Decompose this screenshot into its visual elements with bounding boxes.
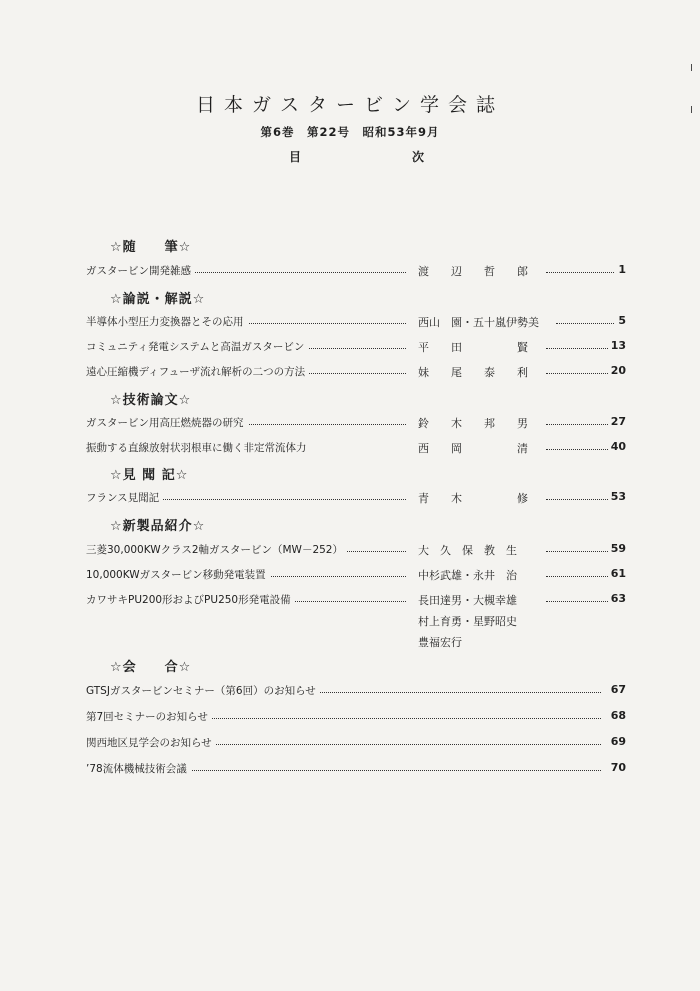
entry-title: ガスタービン開発雑感 xyxy=(86,263,195,278)
entry-author: 中杉武雄・永井 治 xyxy=(418,569,517,582)
entry-title: 半導体小型圧力変換器とその応用 xyxy=(86,314,248,329)
toc-entry xyxy=(86,592,626,610)
toc-entry xyxy=(86,490,626,508)
entry-title: カワサキPU200形およびPU250形発電設備 xyxy=(86,592,295,607)
entry-author-continued: 村上育勇・星野昭史 xyxy=(418,615,517,628)
section-heading-essay: ☆随 筆☆ xyxy=(110,240,192,255)
toc-entry xyxy=(86,364,626,382)
entry-author: 西 岡 清 xyxy=(418,442,528,455)
toc-entry xyxy=(86,542,626,560)
entry-page: 67 xyxy=(608,683,626,696)
toc-entry xyxy=(86,415,626,433)
binding-edge-mark: I xyxy=(690,63,693,74)
journal-title: 日本ガスタービン学会誌 xyxy=(195,94,504,116)
entry-page: 13 xyxy=(608,339,626,352)
entry-page: 53 xyxy=(608,490,626,503)
entry-author: 渡 辺 哲 郎 xyxy=(418,265,528,278)
toc-entry xyxy=(86,263,626,281)
binding-edge-mark: I xyxy=(690,105,693,116)
entry-page: 59 xyxy=(608,542,626,555)
entry-title: フランス見聞記 xyxy=(86,490,163,505)
entry-author: 妹 尾 泰 利 xyxy=(418,366,528,379)
entry-title: 振動する直線放射状羽根車に働く非定常流体力 xyxy=(86,440,311,455)
entry-title: ’78流体機械技術会議 xyxy=(86,761,191,776)
entry-title: 第7回セミナーのお知らせ xyxy=(86,709,212,724)
section-heading-review: ☆論説・解説☆ xyxy=(110,292,206,307)
issue-line: 第6巻 第22号 昭和53年9月 xyxy=(260,125,440,139)
entry-author: 西山 園・五十嵐伊勢美 xyxy=(418,316,539,329)
entry-author: 平 田 賢 xyxy=(418,341,528,354)
entry-page: 63 xyxy=(608,592,626,605)
entry-author: 長田達男・大槻幸雄 xyxy=(418,594,517,607)
toc-entry xyxy=(86,339,626,357)
entry-page: 27 xyxy=(608,415,626,428)
contents-heading-left: 目 xyxy=(289,150,302,164)
entry-title: ガスタービン用高圧燃焼器の研究 xyxy=(86,415,248,430)
toc-entry xyxy=(86,567,626,585)
dot-leader xyxy=(546,272,626,273)
entry-author-continued: 豊福宏行 xyxy=(418,636,462,649)
section-heading-new-products: ☆新製品紹介☆ xyxy=(110,519,206,534)
toc-entry xyxy=(86,709,626,727)
toc-entry xyxy=(86,314,626,332)
entry-title: コミュニティ発電システムと高温ガスタービン xyxy=(86,339,308,354)
entry-title: 関西地区見学会のお知らせ xyxy=(86,735,216,750)
toc-entry xyxy=(86,735,626,753)
entry-page: 61 xyxy=(608,567,626,580)
entry-title: 三菱30,000KWクラス2軸ガスタービン（MW－252） xyxy=(86,542,347,557)
entry-title: 遠心圧縮機ディフューザ流れ解析の二つの方法 xyxy=(86,364,309,379)
toc-entry xyxy=(86,440,626,458)
entry-author: 大 久 保 教 生 xyxy=(418,544,517,557)
entry-page: 20 xyxy=(608,364,626,377)
toc-entry xyxy=(86,683,626,701)
section-heading-meetings: ☆会 合☆ xyxy=(110,660,192,675)
toc-entry xyxy=(86,761,626,779)
entry-title: 10,000KWガスタービン移動発電装置 xyxy=(86,567,270,582)
entry-page: 5 xyxy=(615,314,626,327)
contents-heading-right: 次 xyxy=(412,150,425,164)
entry-author: 鈴 木 邦 男 xyxy=(418,417,528,430)
section-heading-travel-notes: ☆見 聞 記☆ xyxy=(110,468,189,483)
entry-title: GTSJガスタービンセミナー（第6回）のお知らせ xyxy=(86,683,320,698)
entry-page: 68 xyxy=(608,709,626,722)
entry-author: 青 木 修 xyxy=(418,492,528,505)
entry-page: 1 xyxy=(615,263,626,276)
entry-page: 40 xyxy=(608,440,626,453)
section-heading-technical-papers: ☆技術論文☆ xyxy=(110,393,192,408)
entry-page: 69 xyxy=(608,735,626,748)
entry-page: 70 xyxy=(608,761,626,774)
